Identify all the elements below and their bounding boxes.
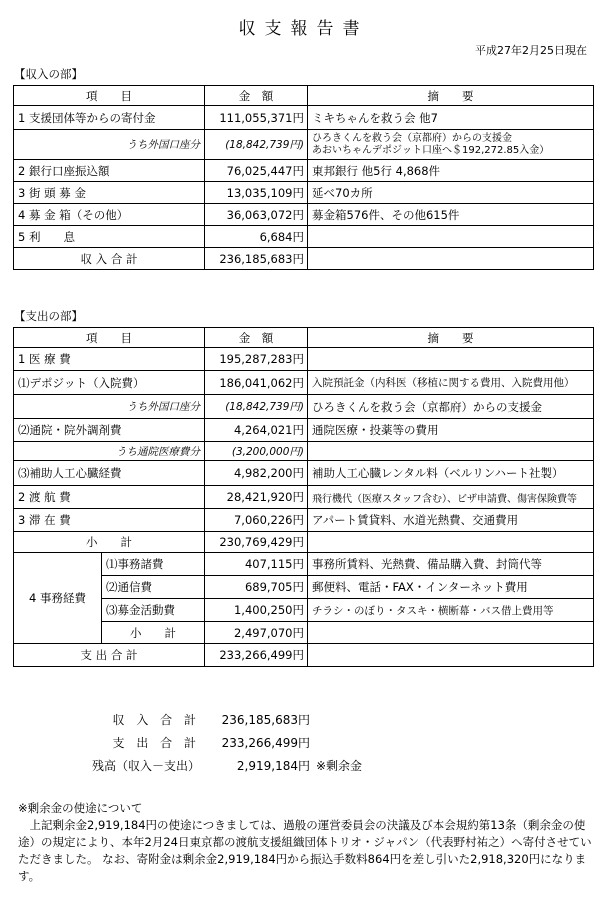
row-note: 事務所賃料、光熱費、備品購入費、封筒代等: [308, 553, 594, 576]
footnote-body: 上記剰余金2,919,184円の使途につきましては、過般の運営委員会の決議及び本会規約第13条（剰余金の使途）の規定により、本年2月24日東京都の渡航支援組織団体トリオ・ジャパン（代表野村祐之）へ寄付させていただきました。 なお、寄附金は剰余金2,919,184円から振込手数料864円を差し引いた2,918,320円になります。: [18, 818, 592, 883]
row-note: [308, 130, 594, 160]
expense-total-row: [14, 644, 594, 667]
table-row: [14, 130, 594, 160]
header-amount: 金 額: [205, 86, 308, 106]
table-row: [14, 553, 594, 576]
header-amount: 金 額: [205, 328, 308, 348]
summary-expense-label: 支 出 合 計: [112, 736, 200, 750]
expense-table: [13, 327, 594, 667]
header-item: 項 目: [14, 86, 205, 106]
row-item: ⑵通信費: [102, 576, 205, 599]
row-amount: 4,982,200円: [205, 461, 308, 486]
subtotal-row: [14, 532, 594, 553]
row-note: ひろきくんを救う会（京都府）からの支援金: [308, 395, 594, 419]
row-item: 3 街 頭 募 金: [14, 182, 205, 204]
row-item: 3 滞 在 費: [14, 509, 205, 532]
row-note: 通院医療・投薬等の費用: [308, 419, 594, 442]
report-date: 平成27年2月25日現在: [475, 44, 587, 57]
row-note: ミキちゃんを救う会 他7: [308, 106, 594, 130]
row-note: 郵便料、電話・FAX・インターネット費用: [308, 576, 594, 599]
row-note: 補助人工心臓レンタル料（ベルリンハート社製）: [308, 461, 594, 486]
income-total-row: [14, 248, 594, 270]
row-amount: 7,060,226円: [205, 509, 308, 532]
row-amount: (18,842,739円): [205, 130, 308, 160]
row-amount: 36,063,072円: [205, 204, 308, 226]
summary-expense-amount: 233,266,499円: [221, 736, 310, 750]
row-note: チラシ・のぼり・タスキ・横断幕・バス借上費用等: [308, 599, 594, 622]
table-row: [14, 160, 594, 182]
income-section-label: 【収入の部】: [14, 67, 83, 81]
row-amount: 1,400,250円: [205, 599, 308, 622]
row-amount: (3,200,000円): [205, 442, 308, 461]
row-amount: (18,842,739円): [205, 395, 308, 419]
table-row: [14, 371, 594, 395]
row-item: 2 銀行口座振込額: [14, 160, 205, 182]
row-item: ⑶補助人工心臓経費: [14, 461, 205, 486]
table-row: [14, 395, 594, 419]
admin-subtotal-amount: 2,497,070円: [205, 622, 308, 644]
table-row: [14, 204, 594, 226]
expense-total-label: 支 出 合 計: [14, 644, 205, 667]
row-item: 5 利 息: [14, 226, 205, 248]
expense-section-label: 【支出の部】: [14, 309, 83, 323]
row-item: うち外国口座分: [14, 395, 205, 419]
row-amount: 28,421,920円: [205, 486, 308, 509]
row-amount: 4,264,021円: [205, 419, 308, 442]
expense-total-amount: 233,266,499円: [205, 644, 308, 667]
row-item: 1 支援団体等からの寄付金: [14, 106, 205, 130]
row-amount: 111,055,371円: [205, 106, 308, 130]
table-row: [14, 182, 594, 204]
footnote: [18, 800, 593, 885]
summary-balance-label: 残高（収入－支出）: [91, 759, 200, 773]
note-line-2: あおいちゃんデポジット口座へ＄192,272.85入金）: [312, 144, 550, 156]
admin-label: 4 事務経費: [14, 553, 102, 644]
row-note: [308, 442, 594, 461]
subtotal-label: 小 計: [14, 532, 205, 553]
row-item: ⑴デポジット（入院費）: [14, 371, 205, 395]
table-row: [14, 509, 594, 532]
row-amount: 195,287,283円: [205, 348, 308, 371]
summary-balance-amount: 2,919,184円: [236, 759, 310, 773]
row-item: 2 渡 航 費: [14, 486, 205, 509]
table-row: [14, 106, 594, 130]
header-item: 項 目: [14, 328, 205, 348]
row-note: [308, 348, 594, 371]
row-note: 入院預託金（内科医（移植に関する費用、入院費用他）: [308, 371, 594, 395]
row-amount: 407,115円: [205, 553, 308, 576]
row-item: うち外国口座分: [14, 130, 205, 160]
row-item: ⑴事務諸費: [102, 553, 205, 576]
row-amount: 689,705円: [205, 576, 308, 599]
row-amount: 6,684円: [205, 226, 308, 248]
summary-block: [70, 708, 362, 777]
page-title: 収支報告書: [238, 19, 369, 39]
row-item: 1 医 療 費: [14, 348, 205, 371]
summary-expense-row: [70, 731, 362, 754]
row-item: うち通院医療費分: [14, 442, 205, 461]
table-row: [14, 348, 594, 371]
row-amount: 13,035,109円: [205, 182, 308, 204]
table-row: [14, 419, 594, 442]
note-line-1: ひろきくんを救う会（京都府）からの支援金: [312, 132, 512, 144]
header-note: 摘 要: [308, 328, 594, 348]
income-table: [13, 85, 594, 270]
footnote-heading: ※剰余金の使途について: [18, 801, 143, 815]
row-note: 飛行機代（医療スタッフ含む）、ビザ申請費、傷害保険費等: [308, 486, 594, 509]
row-note: [308, 226, 594, 248]
income-total-label: 収 入 合 計: [14, 248, 205, 270]
row-item: ⑶募金活動費: [102, 599, 205, 622]
row-note: 延べ70カ所: [308, 182, 594, 204]
row-note: 募金箱576件、その他615件: [308, 204, 594, 226]
row-note: 東邦銀行 他5行 4,868件: [308, 160, 594, 182]
table-row: [14, 461, 594, 486]
header-note: 摘 要: [308, 86, 594, 106]
row-item: ⑵通院・院外調剤費: [14, 419, 205, 442]
table-row: [14, 486, 594, 509]
income-total-amount: 236,185,683円: [205, 248, 308, 270]
admin-subtotal-label: 小 計: [102, 622, 205, 644]
table-row: [14, 442, 594, 461]
row-amount: 186,041,062円: [205, 371, 308, 395]
summary-balance-row: [70, 754, 362, 777]
summary-income-label: 収 入 合 計: [112, 713, 200, 727]
summary-income-row: [70, 708, 362, 731]
row-note: アパート賃貸料、水道光熱費、交通費用: [308, 509, 594, 532]
surplus-mark: ※剰余金: [316, 759, 363, 773]
summary-income-amount: 236,185,683円: [221, 713, 310, 727]
row-item: 4 募 金 箱（その他）: [14, 204, 205, 226]
table-row: [14, 226, 594, 248]
row-amount: 76,025,447円: [205, 160, 308, 182]
subtotal-amount: 230,769,429円: [205, 532, 308, 553]
